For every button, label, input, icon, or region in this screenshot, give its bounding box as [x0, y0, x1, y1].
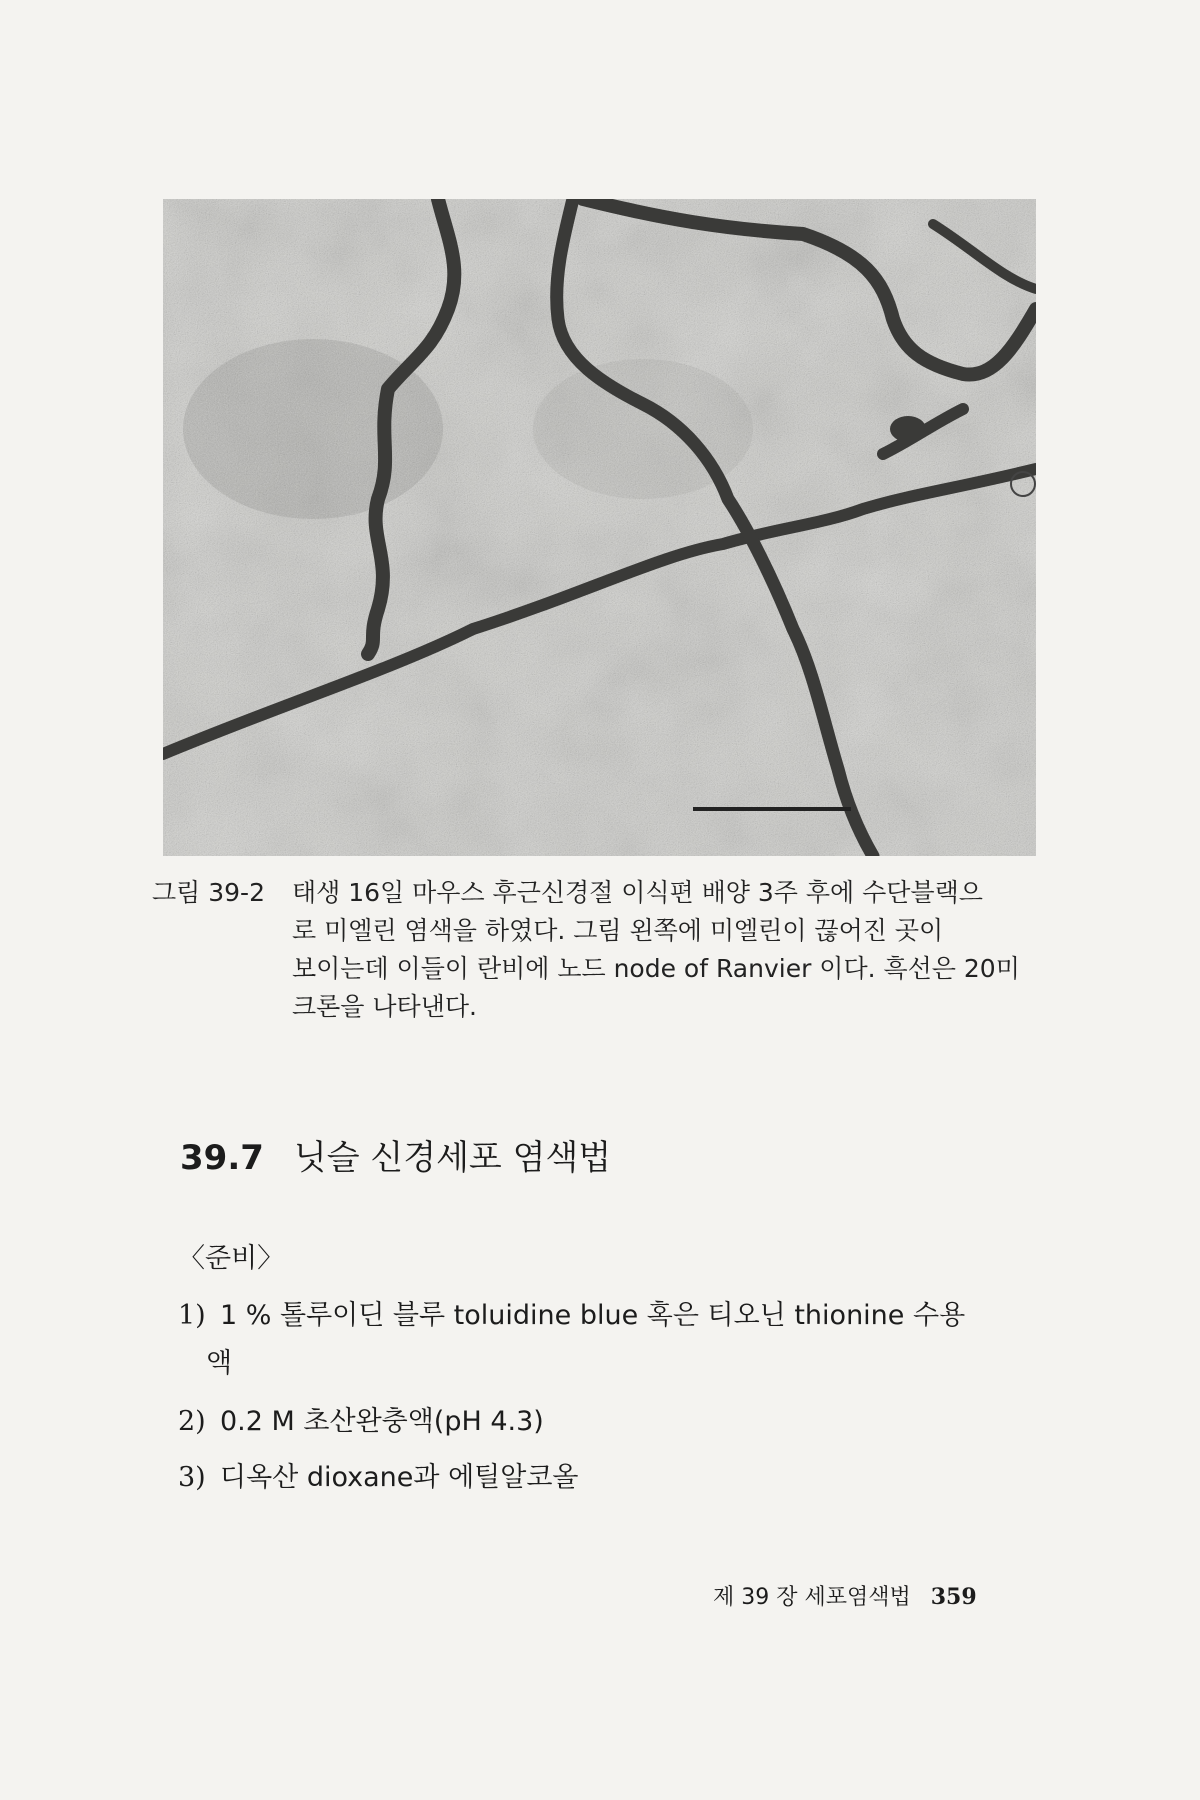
item-text: 1 % 톨루이딘 블루 toluidine blue 혹은 티오닌 thionine 수용 — [220, 1300, 966, 1331]
preparation-list — [178, 1288, 1038, 1506]
item-continuation: 액 — [206, 1348, 233, 1379]
section-title: 닛슬 신경세포 염색법 — [293, 1138, 612, 1178]
item-text: 디옥산 dioxane과 에틸알코올 — [220, 1462, 579, 1493]
section-number: 39.7 — [180, 1138, 264, 1178]
item-number: 2) — [178, 1406, 206, 1437]
section-heading — [180, 1130, 611, 1179]
list-item — [178, 1394, 1038, 1450]
figure-caption — [152, 874, 1042, 1026]
list-item — [178, 1288, 1038, 1344]
item-text: 0.2 M 초산완충액(pH 4.3) — [220, 1406, 544, 1437]
caption-line: 태생 16일 마우스 후근신경절 이식편 배양 3주 후에 수단블랙으 — [292, 878, 983, 907]
list-item — [178, 1450, 1038, 1506]
figure-label: 그림 39-2 — [152, 878, 265, 907]
caption-line: 보이는데 이들이 란비에 노드 node of Ranvier 이다. 흑선은 20미 — [292, 954, 1020, 983]
caption-line: 크론을 나타낸다. — [292, 992, 477, 1021]
micrograph-figure — [163, 199, 1036, 856]
page-footer — [713, 1580, 977, 1611]
page-number: 359 — [930, 1584, 977, 1610]
caption-line: 로 미엘린 염색을 하였다. 그림 왼쪽에 미엘린이 끊어진 곳이 — [292, 916, 944, 945]
chapter-title: 제 39 장 세포염색법 — [713, 1585, 911, 1610]
item-number: 3) — [178, 1462, 206, 1493]
micrograph-image — [163, 199, 1036, 856]
item-number: 1) — [178, 1300, 206, 1331]
caption-text — [292, 874, 1037, 1026]
preparation-heading: 〈준비〉 — [178, 1243, 285, 1274]
